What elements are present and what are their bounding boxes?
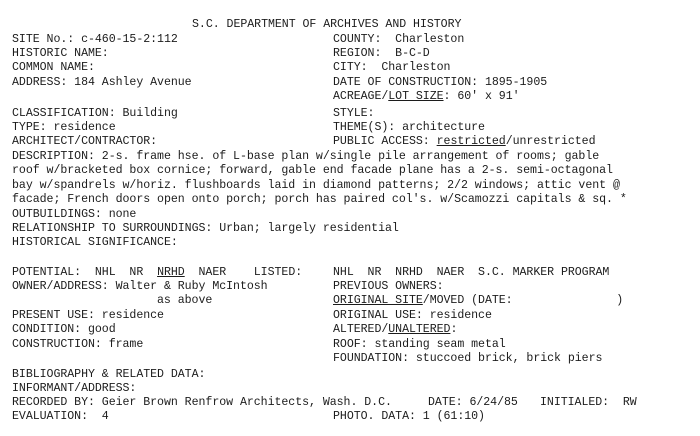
architect-contractor: ARCHITECT/CONTRACTOR:: [12, 135, 158, 148]
original-site-moved: [333, 294, 623, 308]
recorded-by: RECORDED BY: Geier Brown Renfrow Architects, Wash. D.C.: [12, 396, 392, 409]
themes: THEME(S): architecture: [333, 121, 485, 134]
public-access: [333, 135, 596, 149]
description-line-3: bay w/spandrels w/horiz. flushboards laid in diamond patterns; 2/2 windows; attic vent @: [12, 179, 620, 192]
site-number: SITE No.: c-460-15-2:112: [12, 33, 178, 46]
moved-date: /MOVED (DATE: ): [422, 294, 624, 307]
county: COUNTY: Charleston: [333, 33, 465, 46]
date-recorded: DATE: 6/24/85: [428, 396, 518, 409]
construction: CONSTRUCTION: frame: [12, 338, 144, 351]
historic-name: HISTORIC NAME:: [12, 47, 109, 60]
address: ADDRESS: 184 Ashley Avenue: [12, 76, 192, 89]
public-access-unrestricted: /unrestricted: [505, 135, 596, 148]
relationship-to-surroundings: RELATIONSHIP TO SURROUNDINGS: Urban; largely residential: [12, 222, 399, 235]
altered-unaltered: [333, 323, 457, 337]
description-line-2: roof w/bracketed box cornice; forward, gable end facade plane has a 2-s. semi-octagonal: [12, 164, 613, 177]
acreage-lot-size: [333, 90, 520, 104]
present-use: PRESENT USE: residence: [12, 309, 164, 322]
informant-address: INFORMANT/ADDRESS:: [12, 382, 137, 395]
description-line-4: facade; French doors open onto porch; porch has paired col's. w/Scamozzi capitals & sq. *: [12, 193, 627, 206]
type: TYPE: residence: [12, 121, 116, 134]
common-name: COMMON NAME:: [12, 61, 95, 74]
form-title: S.C. DEPARTMENT OF ARCHIVES AND HISTORY: [192, 18, 462, 31]
date-of-construction: DATE OF CONSTRUCTION: 1895-1905: [333, 76, 548, 89]
listed-options: NHL NR NRHD NAER S.C. MARKER PROGRAM: [333, 266, 610, 279]
foundation: FOUNDATION: stuccoed brick, brick piers: [333, 352, 603, 365]
description-line-1: DESCRIPTION: 2-s. frame hse. of L-base plan w/single pile arrangement of rooms; gable: [12, 150, 600, 163]
previous-owners: PREVIOUS OWNERS:: [333, 280, 444, 293]
potential: [12, 266, 302, 280]
unaltered: UNALTERED: [388, 323, 451, 336]
original-use: ORIGINAL USE: residence: [333, 309, 492, 322]
outbuildings: OUTBUILDINGS: none: [12, 208, 137, 221]
potential-label: POTENTIAL: NHL NR: [12, 266, 158, 279]
style: STYLE:: [333, 107, 375, 120]
bibliography: BIBLIOGRAPHY & RELATED DATA:: [12, 368, 206, 381]
public-access-label: PUBLIC ACCESS:: [333, 135, 437, 148]
photo-data: PHOTO. DATA: 1 (61:10): [333, 410, 485, 423]
lot-size-label: LOT SIZE: [388, 90, 444, 103]
acreage-label: ACREAGE/: [333, 90, 389, 103]
historical-significance: HISTORICAL SIGNIFICANCE:: [12, 236, 178, 249]
altered-label: ALTERED/: [333, 323, 389, 336]
region: REGION: B-C-D: [333, 47, 430, 60]
initialed: INITIALED: RW: [540, 396, 637, 409]
classification: CLASSIFICATION: Building: [12, 107, 178, 120]
owner-address: OWNER/ADDRESS: Walter & Ruby McIntosh: [12, 280, 268, 293]
city: CITY: Charleston: [333, 61, 451, 74]
roof: ROOF: standing seam metal: [333, 338, 506, 351]
evaluation: EVALUATION: 4: [12, 410, 109, 423]
potential-nrhd: NRHD: [157, 266, 185, 279]
lot-size-value: : 60' x 91': [443, 90, 520, 103]
original-site: ORIGINAL SITE: [333, 294, 423, 307]
owner-address-continued: as above: [157, 294, 213, 307]
potential-rest: NAER LISTED:: [184, 266, 303, 279]
altered-colon: :: [450, 323, 458, 336]
public-access-restricted: restricted: [436, 135, 506, 148]
condition: CONDITION: good: [12, 323, 116, 336]
